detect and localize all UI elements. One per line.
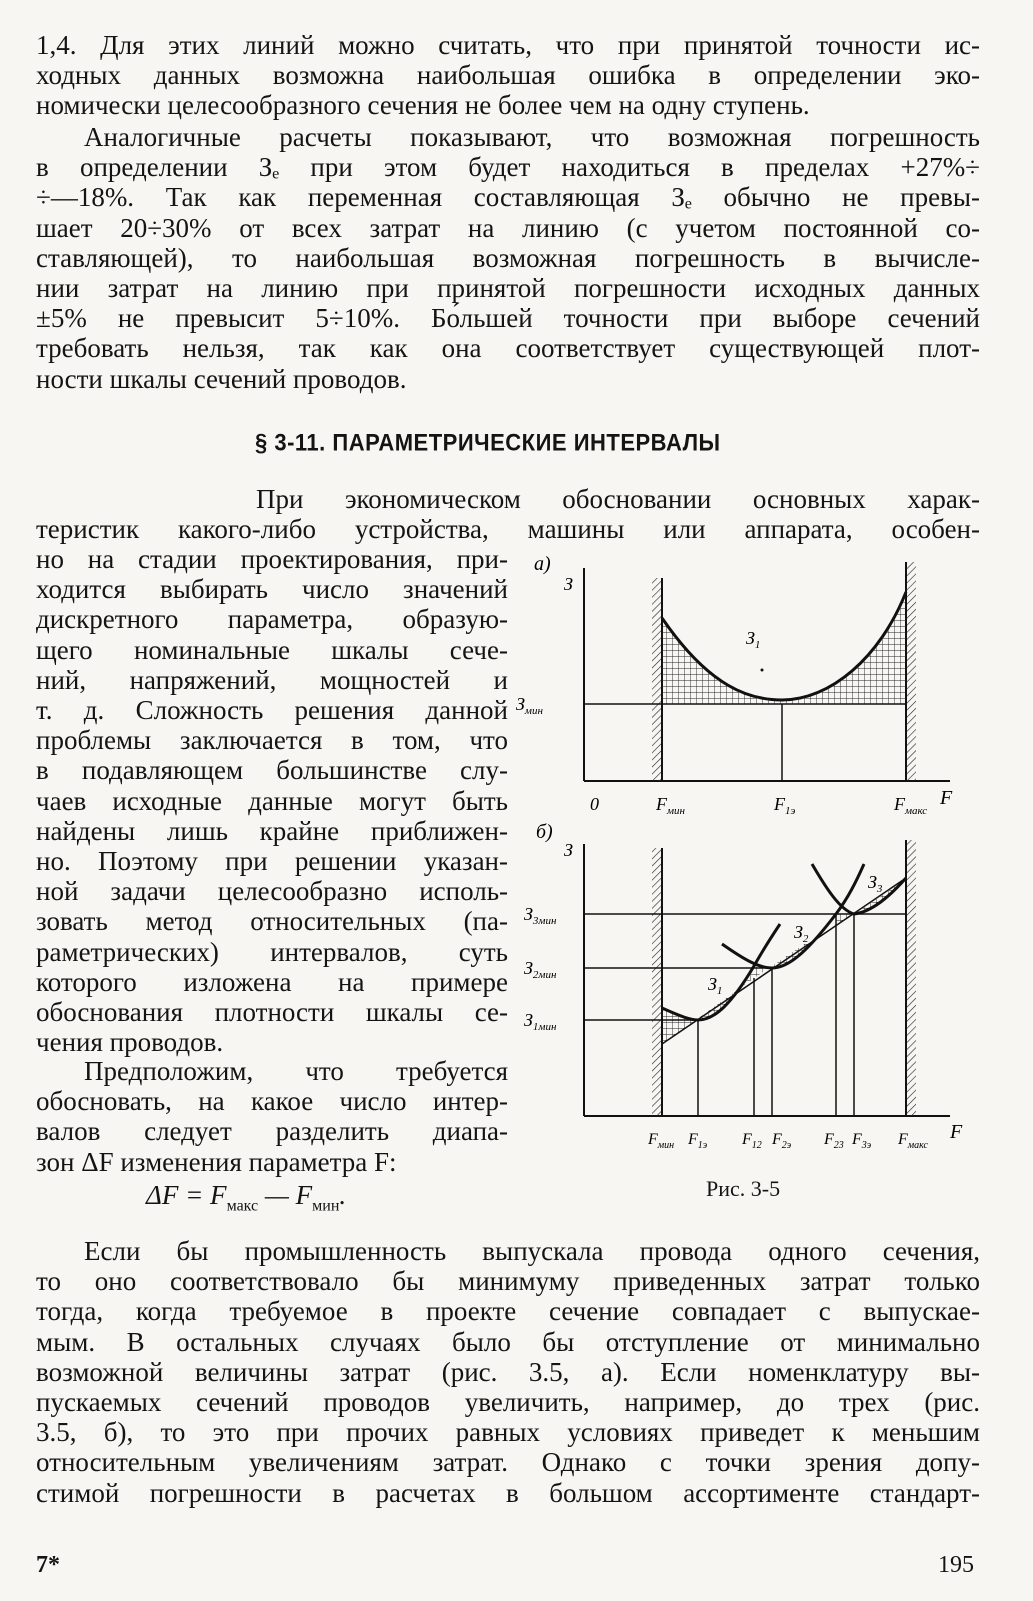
- text-line: 3.5, б), то это при прочих равных условиях приведет к меньшим: [36, 1417, 980, 1448]
- panel-b-x-label-f2e: $F_{2э}$: [772, 1131, 792, 1151]
- panel-b-y-axis-label: З: [564, 840, 573, 860]
- panel-b-curve-label-1: $З_1$: [708, 974, 723, 997]
- top-paragraph: [36, 30, 980, 121]
- panel-a-origin-label: 0: [590, 794, 599, 814]
- panel-b-x-label-min: $F_{мин}$: [648, 1131, 675, 1151]
- text-line: пускаемых сечений проводов увеличить, например, до трех (рис.: [36, 1387, 980, 1418]
- text-line: но на стадии проектирования, при-: [36, 544, 508, 574]
- text-line: нии затрат на линию при принятой погрешности исходных данных: [36, 273, 980, 304]
- text-line: теристик какого-либо устройства, машины или аппарата, особен-: [36, 514, 980, 545]
- bottom-paragraph: [36, 1236, 980, 1508]
- text-line: щего номинальные шкалы сече-: [36, 634, 508, 665]
- panel-b-x-label-f3e: $F_{3э}$: [852, 1131, 872, 1151]
- text-line: ний, напряжений, мощностей и: [36, 664, 508, 695]
- text-line: то оно соответствовало бы минимуму приведенных затрат только: [36, 1266, 980, 1297]
- text-line: раметрических) интервалов, суть: [36, 936, 508, 967]
- text-line: Аналогичные расчеты показывают, что возможная погрешность: [84, 122, 980, 152]
- text-line: зовать метод относительных (па-: [36, 906, 508, 937]
- panel-b-curve-label-3: $З_3$: [868, 872, 883, 895]
- text-line: стимой погрешности в расчетах в большом ассортименте стандарт-: [36, 1477, 980, 1508]
- range-formula: $\Delta F = F_{макс}$ — $F_{мин}$.: [146, 1180, 347, 1215]
- text-line: которого изложена на примере: [36, 966, 508, 997]
- panel-b-label: б): [536, 821, 553, 843]
- signature-mark: 7*: [36, 1552, 60, 1578]
- panel-a-x-label-min: $F_{мин}$: [656, 794, 685, 817]
- panel-a-x-label-max: $F_{макс}$: [894, 794, 928, 817]
- panel-b-curve-label-2: $З_2$: [794, 922, 809, 945]
- text-line: требовать нельзя, так как она соответствует существующей плот-: [36, 333, 980, 364]
- text-line: относительным увеличениям затрат. Однако с точки зрения допу-: [36, 1447, 980, 1478]
- panel-a-left-boundary: [652, 578, 662, 781]
- text-line: чения проводов.: [36, 1027, 224, 1058]
- panel-a-label: а): [534, 553, 551, 575]
- panel-a-right-boundary: [906, 562, 916, 781]
- text-line: зон ΔF изменения параметра F:: [36, 1146, 397, 1177]
- panel-a-x-label-opt: $F_{1э}$: [774, 794, 796, 817]
- panel-a-y-axis-label: З: [564, 574, 573, 594]
- second-paragraph: [36, 122, 980, 394]
- panel-a-excess-cost-area: [662, 592, 906, 704]
- text-line: т. д. Сложность решения данной: [36, 695, 508, 726]
- panel-b-x-label-f23: $F_{23}$: [824, 1131, 844, 1151]
- text-line: номически целесообразного сечения не более чем на одну ступень.: [36, 90, 810, 121]
- narrow-column-paragraph-2: [36, 1056, 508, 1177]
- text-line: ности шкалы сечений проводов.: [36, 363, 407, 394]
- panel-b-x-label-f1e: $F_{1э}$: [688, 1131, 708, 1151]
- text-line: обосновать, на какое число интер-: [36, 1086, 508, 1117]
- panel-a-curve-label: $З_1$: [746, 628, 761, 651]
- text-line: ÷—18%. Так как переменная составляющая Зₑ обычно не превы-: [36, 182, 980, 213]
- section-heading: § 3-11. ПАРАМЕТРИЧЕСКИЕ ИНТЕРВАЛЫ: [255, 428, 721, 457]
- text-line: При экономическом обосновании основных харак-: [256, 484, 980, 514]
- text-line: ходных данных возможна наибольшая ошибка в определении эко-: [36, 60, 980, 91]
- text-line: но. Поэтому при решении указан-: [36, 846, 508, 877]
- text-line: возможной величины затрат (рис. 3.5, а). Если номенклатуру вы-: [36, 1356, 980, 1387]
- panel-b-x-label-max: $F_{макс}$: [898, 1131, 928, 1151]
- text-line: шает 20÷30% от всех затрат на линию (с учетом постоянной со-: [36, 212, 980, 243]
- text-line: ставляющей), то наибольшая возможная погрешность в вычисле-: [36, 242, 980, 273]
- text-line: 1,4. Для этих линий можно считать, что при принятой точности ис-: [36, 30, 980, 60]
- text-line: Предположим, что требуется: [84, 1056, 508, 1086]
- panel-b-right-boundary: [906, 840, 916, 1116]
- panel-b-area-2: [754, 940, 810, 978]
- panel-a-min-label: $З_{мин}$: [516, 694, 543, 717]
- text-line: чаев исходные данные могут быть: [36, 785, 508, 816]
- text-line: ходится выбирать число значений: [36, 574, 508, 605]
- text-line: Если бы промышленность выпускала провода одного сечения,: [84, 1236, 980, 1266]
- text-line: мым. В остальных случаях было бы отступление от минимально: [36, 1326, 980, 1357]
- panel-b-x-label-f12: $F_{12}$: [742, 1131, 762, 1151]
- panel-b-x-axis-label: F: [950, 1121, 963, 1143]
- page-number: 195: [938, 1552, 974, 1578]
- panel-a-x-axis-label: F: [940, 787, 953, 809]
- text-line: валов следует разделить диапа-: [36, 1116, 508, 1147]
- text-line: ной задачи целесообразно исполь-: [36, 876, 508, 907]
- text-line: ±5% не превысит 5÷10%. Бо́льшей точности при выборе сечений: [36, 303, 980, 334]
- panel-b-y-label-2min: $З_{2мин}$: [524, 958, 557, 981]
- text-line: обоснования плотности шкалы се-: [36, 997, 508, 1028]
- text-line: тогда, когда требуемое в проекте сечение совпадает с выпускае-: [36, 1296, 980, 1327]
- panel-b-y-label-1min: $З_{1мин}$: [524, 1010, 557, 1033]
- figure-3-5: [510, 548, 980, 1158]
- figure-caption: Рис. 3-5: [706, 1176, 781, 1201]
- text-line: в подавляющем большинстве слу-: [36, 755, 508, 786]
- narrow-column-paragraph: [36, 544, 508, 1057]
- text-line: в определении Зₑ при этом будет находиться в пределах +27%÷: [36, 152, 980, 183]
- text-line: найдены лишь крайне приближен-: [36, 815, 508, 846]
- panel-b: [524, 821, 963, 1151]
- text-line: проблемы заключается в том, что: [36, 725, 508, 756]
- section-intro: [36, 484, 980, 544]
- panel-b-y-label-3min: $З_{3мин}$: [524, 904, 557, 927]
- text-line: дискретного параметра, образую-: [36, 604, 508, 635]
- panel-b-left-boundary: [652, 848, 662, 1116]
- panel-a: [516, 553, 953, 817]
